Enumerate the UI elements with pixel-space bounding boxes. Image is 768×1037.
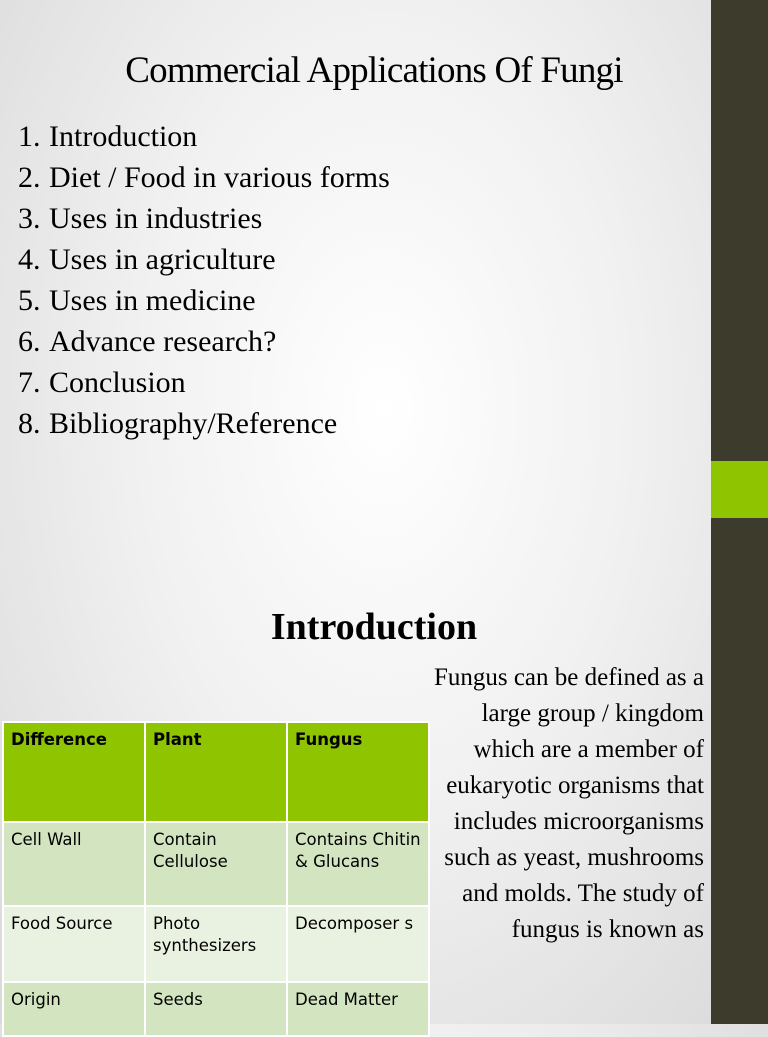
table-cell: Contains Chitin & Glucans [287,822,429,906]
section-heading: Introduction [270,606,478,648]
table-cell: Photo synthesizers [145,906,287,982]
column-header: Difference [3,722,145,822]
column-header: Fungus [287,722,429,822]
toc-item-label: Conclusion [49,366,186,399]
table-row [3,822,429,906]
toc-item: 6. Advance research? [18,325,277,358]
toc-item-label: Introduction [49,120,198,153]
column-header: Plant [145,722,287,822]
toc-item: 7. Conclusion [18,366,186,399]
toc-item-label: Uses in agriculture [49,243,276,276]
toc-item: 8. Bibliography/Reference [18,407,338,440]
toc-item: 5. Uses in medicine [18,284,256,317]
table-cell: Seeds [145,982,287,1036]
table-cell: Decomposer s [287,906,429,982]
table-row [3,982,429,1036]
table-cell: Food Source [3,906,145,982]
table-row [3,906,429,982]
toc-item-label: Bibliography/Reference [49,407,338,440]
table-cell: Contain Cellulose [145,822,287,906]
toc-item-label: Uses in medicine [49,284,256,317]
table-cell: Cell Wall [3,822,145,906]
table-cell: Dead Matter [287,982,429,1036]
toc-item-label: Uses in industries [49,202,263,235]
toc-item: 4. Uses in agriculture [18,243,276,276]
table-header-row [3,722,429,822]
intro-paragraph: Fungus can be defined as a large group / kingdom which are a member of eukaryotic organisms that includes microorganisms such as yeast, mushrooms and molds. The study of fungus is known as [433,664,704,943]
table-cell: Origin [3,982,145,1036]
toc-item-label: Diet / Food in various forms [49,161,390,194]
sidebar-accent-block [711,461,768,518]
toc-item: 1. Introduction [18,120,198,153]
slide-title: Commercial Applications Of Fungi [125,50,623,91]
table-of-contents [18,116,390,444]
comparison-table [2,721,430,1037]
toc-item-label: Advance research? [49,325,277,358]
toc-item: 3. Uses in industries [18,202,263,235]
toc-item: 2. Diet / Food in various forms [18,161,390,194]
